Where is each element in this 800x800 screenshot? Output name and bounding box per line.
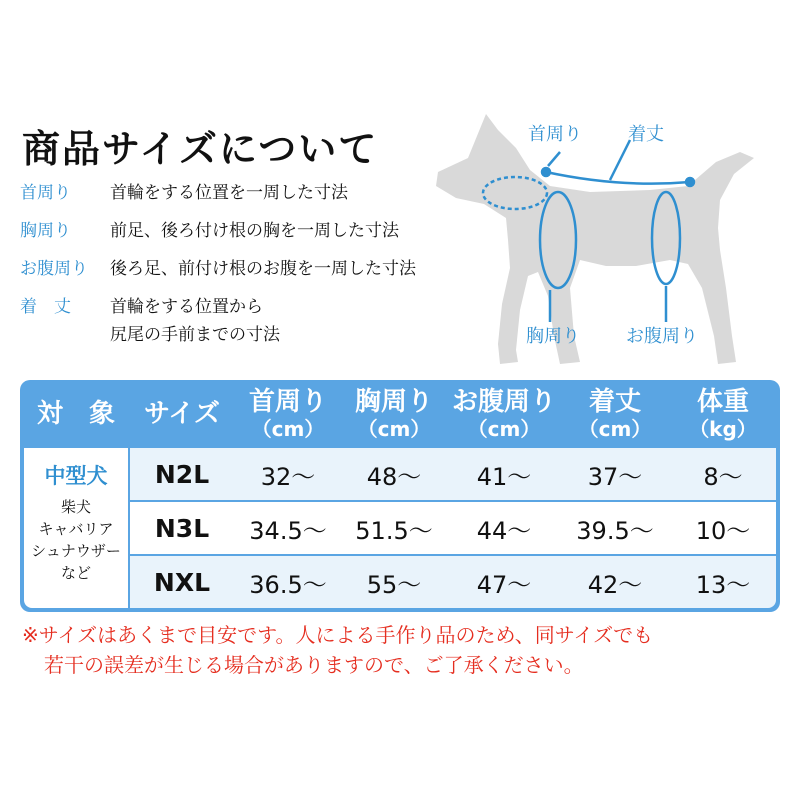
definition-desc: 後ろ足、前付け根のお腹を一周した寸法 <box>110 259 416 279</box>
definition-term: 着 丈 <box>20 297 71 317</box>
target-breed: など <box>60 564 91 582</box>
header-unit: （cm） <box>251 417 325 441</box>
size-table <box>20 380 780 612</box>
header-label: 体重 <box>696 387 749 417</box>
definition-term: 胸周り <box>20 221 71 241</box>
cell-chest: 55～ <box>366 570 422 599</box>
chest-label: 胸周り <box>526 326 580 347</box>
neck-pointer-line <box>548 152 560 166</box>
dog-measurement-diagram <box>420 100 800 370</box>
header-label: 対 象 <box>36 399 115 429</box>
header-label: 着丈 <box>588 387 641 417</box>
target-breed: 柴犬 <box>60 498 91 516</box>
cell-belly: 47～ <box>476 570 532 599</box>
dog-silhouette-icon <box>436 114 754 364</box>
length-end-dot <box>686 178 694 186</box>
cell-weight: 8～ <box>703 462 743 491</box>
cell-belly: 41～ <box>476 462 532 491</box>
target-dogs <box>24 448 128 608</box>
definition-desc: 前足、後ろ付け根の胸を一周した寸法 <box>110 221 399 241</box>
cell-length: 37～ <box>587 462 643 491</box>
neck-label: 首周り <box>528 124 582 145</box>
cell-belly: 44～ <box>476 516 532 545</box>
header-weight <box>670 380 776 448</box>
header-target <box>24 380 128 448</box>
target-main: 中型犬 <box>44 464 108 488</box>
length-start-dot <box>542 168 550 176</box>
header-label: 胸周り <box>354 387 433 417</box>
header-chest <box>342 380 446 448</box>
target-breed: シュナウザー <box>31 542 121 560</box>
header-label: サイズ <box>144 399 220 429</box>
note-line: ※サイズはあくまで目安です。人による手作り品のため、同サイズでも <box>22 623 654 647</box>
header-length <box>562 380 668 448</box>
header-unit: （cm） <box>357 417 431 441</box>
definition-desc: 首輪をする位置を一周した寸法 <box>110 183 348 203</box>
cell-size: N3L <box>154 513 210 543</box>
cell-size: NXL <box>153 567 211 597</box>
header-belly <box>448 380 560 448</box>
definition-term: 首周り <box>20 183 71 203</box>
note-line: 若干の誤差が生じる場合がありますので、ご了承ください。 <box>44 653 584 677</box>
length-pointer-line <box>610 140 630 180</box>
cell-weight: 10～ <box>695 516 751 545</box>
length-label: 着丈 <box>628 124 664 145</box>
cell-neck: 36.5～ <box>249 570 327 599</box>
cell-weight: 13～ <box>695 570 751 599</box>
cell-size: N2L <box>154 459 210 489</box>
header-neck <box>236 380 340 448</box>
header-label: お腹周り <box>451 387 556 417</box>
header-unit: （cm） <box>578 417 652 441</box>
disclaimer-note <box>22 620 653 680</box>
definition-desc: 首輪をする位置から <box>110 297 263 317</box>
header-size <box>130 380 234 448</box>
header-unit: （kg） <box>689 417 757 441</box>
header-unit: （cm） <box>467 417 541 441</box>
definition-term: お腹周り <box>20 259 88 279</box>
cell-neck: 32～ <box>260 462 316 491</box>
cell-chest: 48～ <box>366 462 422 491</box>
cell-length: 39.5～ <box>576 516 654 545</box>
header-label: 首周り <box>248 387 327 417</box>
definition-desc: 尻尾の手前までの寸法 <box>110 325 280 345</box>
cell-neck: 34.5～ <box>249 516 327 545</box>
target-breed: キャバリア <box>38 520 114 538</box>
cell-chest: 51.5～ <box>355 516 433 545</box>
belly-label: お腹周り <box>626 326 698 347</box>
length-measure-line <box>546 172 690 184</box>
cell-length: 42～ <box>587 570 643 599</box>
page-title: 商品サイズについて <box>22 127 379 171</box>
